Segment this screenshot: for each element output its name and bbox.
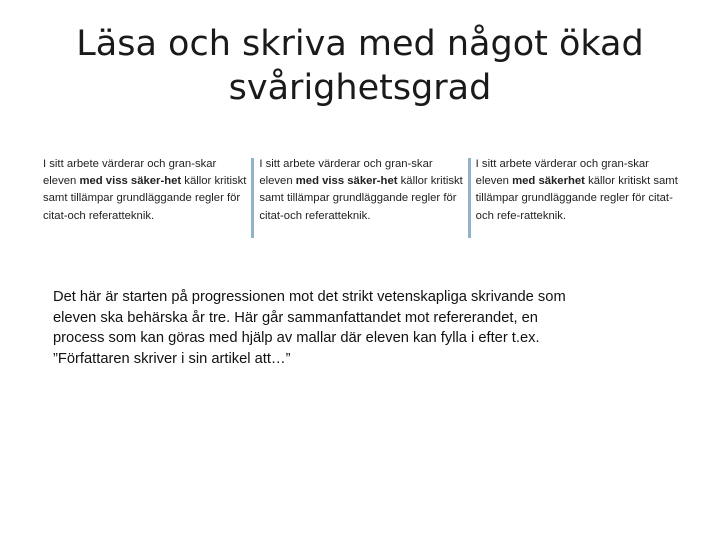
criteria-text-after: källor kritiskt samt tillämpar grundläggande regler för citat-och referatteknik. xyxy=(259,175,463,222)
body-line-2: eleven ska behärska år tre. Här går sammanfattandet mot refererandet, en xyxy=(53,309,538,326)
body-line-4: ”Författaren skriver i sin artikel att…” xyxy=(53,350,291,367)
criteria-text xyxy=(476,156,684,225)
grading-criteria-excerpt xyxy=(40,156,684,244)
criteria-text-before: I sitt arbete värderar och gran-skar eleven xyxy=(475,158,649,188)
title-line-1: Läsa och skriva med något ökad xyxy=(76,24,644,64)
criteria-emphasis: med säkerhet xyxy=(512,175,585,188)
body-line-1: Det här är starten på progressionen mot det strikt vetenskapliga skrivande som xyxy=(53,289,566,305)
criteria-text-before: I sitt arbete värderar och gran-skar eleven xyxy=(259,158,433,188)
criteria-text-after: källor kritiskt samt tillämpar grundläggande regler för citat- och refe-ratteknik. xyxy=(475,175,678,222)
criteria-column-e xyxy=(40,156,251,244)
column-divider xyxy=(468,158,471,238)
criteria-text xyxy=(43,156,251,225)
criteria-emphasis: med viss säker-het xyxy=(79,175,182,188)
title-line-2: svårighetsgrad xyxy=(228,68,492,108)
criteria-column-a xyxy=(468,156,684,244)
column-divider xyxy=(251,158,254,238)
body-paragraph xyxy=(53,287,653,369)
slide-title xyxy=(60,22,660,110)
criteria-emphasis: med viss säker-het xyxy=(295,175,398,188)
body-line-3: process som kan göras med hjälp av mallar där eleven kan fylla i efter t.ex. xyxy=(53,330,540,346)
criteria-text-before: I sitt arbete värderar och gran-skar eleven xyxy=(43,158,217,188)
criteria-text-after: källor kritiskt samt tillämpar grundläggande regler för citat-och referatteknik. xyxy=(43,175,247,222)
criteria-column-c xyxy=(251,156,467,244)
criteria-text xyxy=(259,156,467,225)
